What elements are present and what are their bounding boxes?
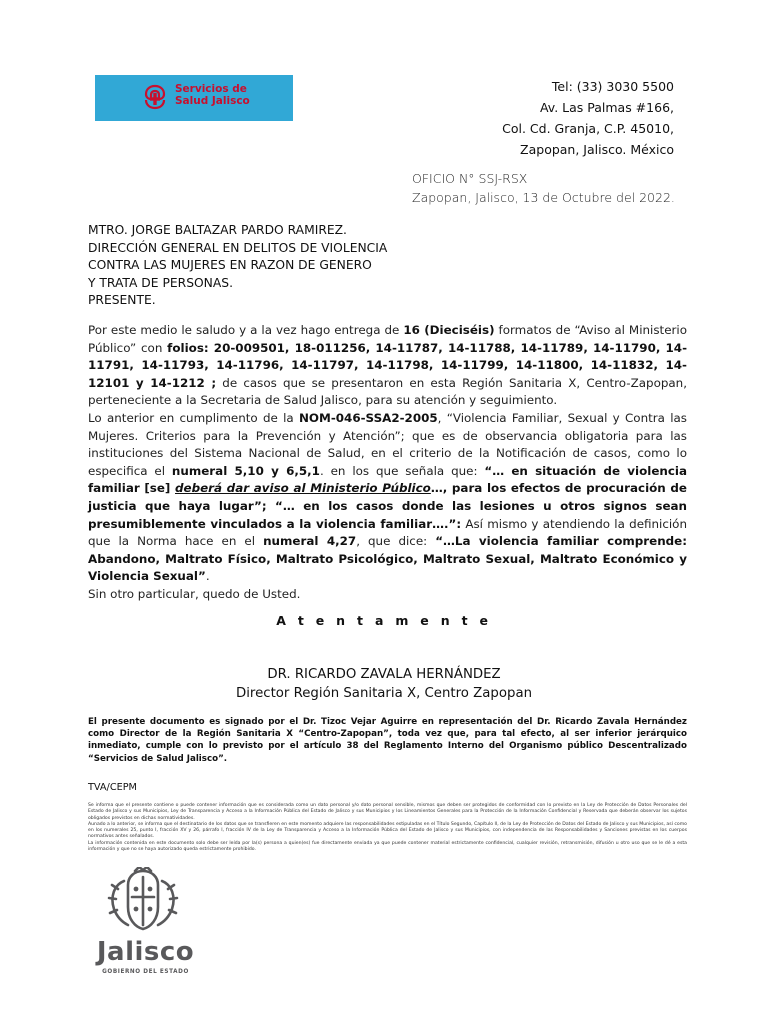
delegation-notice: El presente documento es signado por el Dr. Tizoc Vejar Aguirre en representación del Dr. Ricardo Zavala Hernández como Director de la Región Sanitaria X “Centro-Zapopan”, toda vez que, para tal efecto, al ser inferior jerárquico inmediato, cumple con lo previsto por el artículo 38 del Reglamento Interno del Organismo público Descentralizado “Servicios de Salud Jalisco”.: [88, 717, 687, 764]
contact-street: Av. Las Palmas #166,: [539, 100, 674, 115]
signer-title: Director Región Sanitaria X, Centro Zapopan: [235, 686, 533, 701]
addressee-block: [88, 222, 387, 310]
contact-colony: Col. Cd. Granja, C.P. 45010,: [502, 121, 674, 136]
contact-city: Zapopan, Jalisco. México: [520, 142, 674, 157]
addressee-line: CONTRA LAS MUJERES EN RAZON DE GENERO: [88, 258, 372, 273]
health-services-logo-icon: [143, 84, 167, 110]
addressee-line: Y TRATA DE PERSONAS.: [88, 275, 233, 290]
addressee-line: DIRECCIÓN GENERAL EN DELITOS DE VIOLENCIA: [88, 240, 388, 255]
oficio-header: [412, 169, 675, 207]
privacy-notice: [88, 803, 687, 853]
addressee-present: PRESENTE.: [88, 293, 156, 308]
agency-name: Servicios de Salud Jalisco: [175, 83, 250, 107]
privacy-paragraph: Se informa que el presente contiene o puede contener información que es considerada como un dato personal y/o dato personal sensible, mismos que deben ser protegidos de conformidad con lo previsto en la Ley de Protección de Datos Personales del Estado de Jalisco y sus Municipios, Ley de Transparencia y Acceso a la Información Pública del Estado de Jalisco y sus Municipios y los Lineamientos Generales para la Protección de la Información Confidencial y Reservada que deberán observar los sujetos obligados previstos en dichas normatividades.: [88, 803, 687, 821]
oficio-number: OFICIO N° SSJ-RSX: [412, 171, 528, 186]
contact-block: [502, 76, 674, 160]
body-paragraph-2: Lo anterior en cumplimento de la NOM-046-SSA2-2005, “Violencia Familiar, Sexual y Contra las Mujeres. Criterios para la Prevención y Atención”; que es de observancia obligatoria para las instituciones del Sistema Nacional de Salud, en el criterio de la Notificación de casos, como lo especifica el numeral 5,10 y 6,5,1. en los que señala que: “… en situación de violencia familiar [se] deberá dar aviso al Ministerio Público…, para los efectos de procuración de justicia que haya lugar”; “… en los casos donde las lesiones u otros signos sean presumiblemente vinculados a la violencia familiar….”: Así mismo y atendiendo la definición que la Norma hace en el numeral 4,27, que dice: “…La violencia familiar comprende: Abandono, Maltrato Físico, Maltrato Psicológico, Maltrato Sexual, Maltrato Económico y Violencia Sexual”.: [88, 410, 688, 584]
government-name: Jalisco: [96, 937, 195, 967]
closing-salutation: A t e n t a m e n t e: [276, 613, 492, 628]
addressee-name: MTRO. JORGE BALTAZAR PARDO RAMIREZ.: [88, 223, 347, 237]
signature-block: [0, 665, 768, 703]
privacy-paragraph: La información contenida en este documento solo debe ser leída por la(s) persona a quien(es) fue directamente enviada ya que puede contener material estrictamente confidencial, cualquier revisión, retransmisión, difusión u otro uso que se le dé a esta información y que no se haya autorizado queda estrictamente prohibido.: [88, 840, 687, 853]
jalisco-coat-of-arms-icon: [104, 867, 182, 933]
contact-phone: Tel: (33) 3030 5500: [551, 79, 674, 94]
letter-body: [88, 322, 687, 604]
body-paragraph-1: Por este medio le saludo y a la vez hago entrega de 16 (Dieciséis) formatos de “Aviso al Ministerio Público” con folios: 20-009501, 18-011256, 14-11787, 14-11788, 14-11789, 14-11790, 14-11791, 14-11793, 14-11796, 14-11797, 14-11798, 14-11799, 14-11800, 14-11832, 14-12101 y 14-1212 ; de casos que se presentaron en esta Región Sanitaria X, Centro-Zapopan, perteneciente a la Secretaria de Salud Jalisco, para su atención y seguimiento.: [88, 323, 688, 408]
government-brand: [88, 937, 203, 975]
government-subtitle: GOBIERNO DEL ESTADO: [102, 969, 189, 975]
body-paragraph-3: Sin otro particular, quedo de Usted.: [88, 586, 301, 601]
oficio-date: Zapopan, Jalisco, 13 de Octubre del 2022.: [412, 190, 675, 205]
letterhead-logo: [95, 75, 293, 121]
reference-initials: TVA/CEPM: [88, 782, 137, 793]
privacy-paragraph: Aunado a lo anterior, se informa que el destinatario de los datos que se transfieren en este momento adquiere las responsabilidades estipuladas en el Título Segundo, Capítulo II, de la Ley de Protección de Datos del Estado de Jalisco y sus Municipios, así como en los numerales 25, punto I, fracción XV y 26, párrafo I, fracción IV de la Ley de Transparencia y Acceso a la Información Pública del Estado de Jalisco y sus Municipios, con independencia de las Responsabilidades y Sanciones previstas en los cuerpos normativos antes señalados.: [88, 821, 687, 840]
signer-name: DR. RICARDO ZAVALA HERNÁNDEZ: [267, 667, 501, 682]
